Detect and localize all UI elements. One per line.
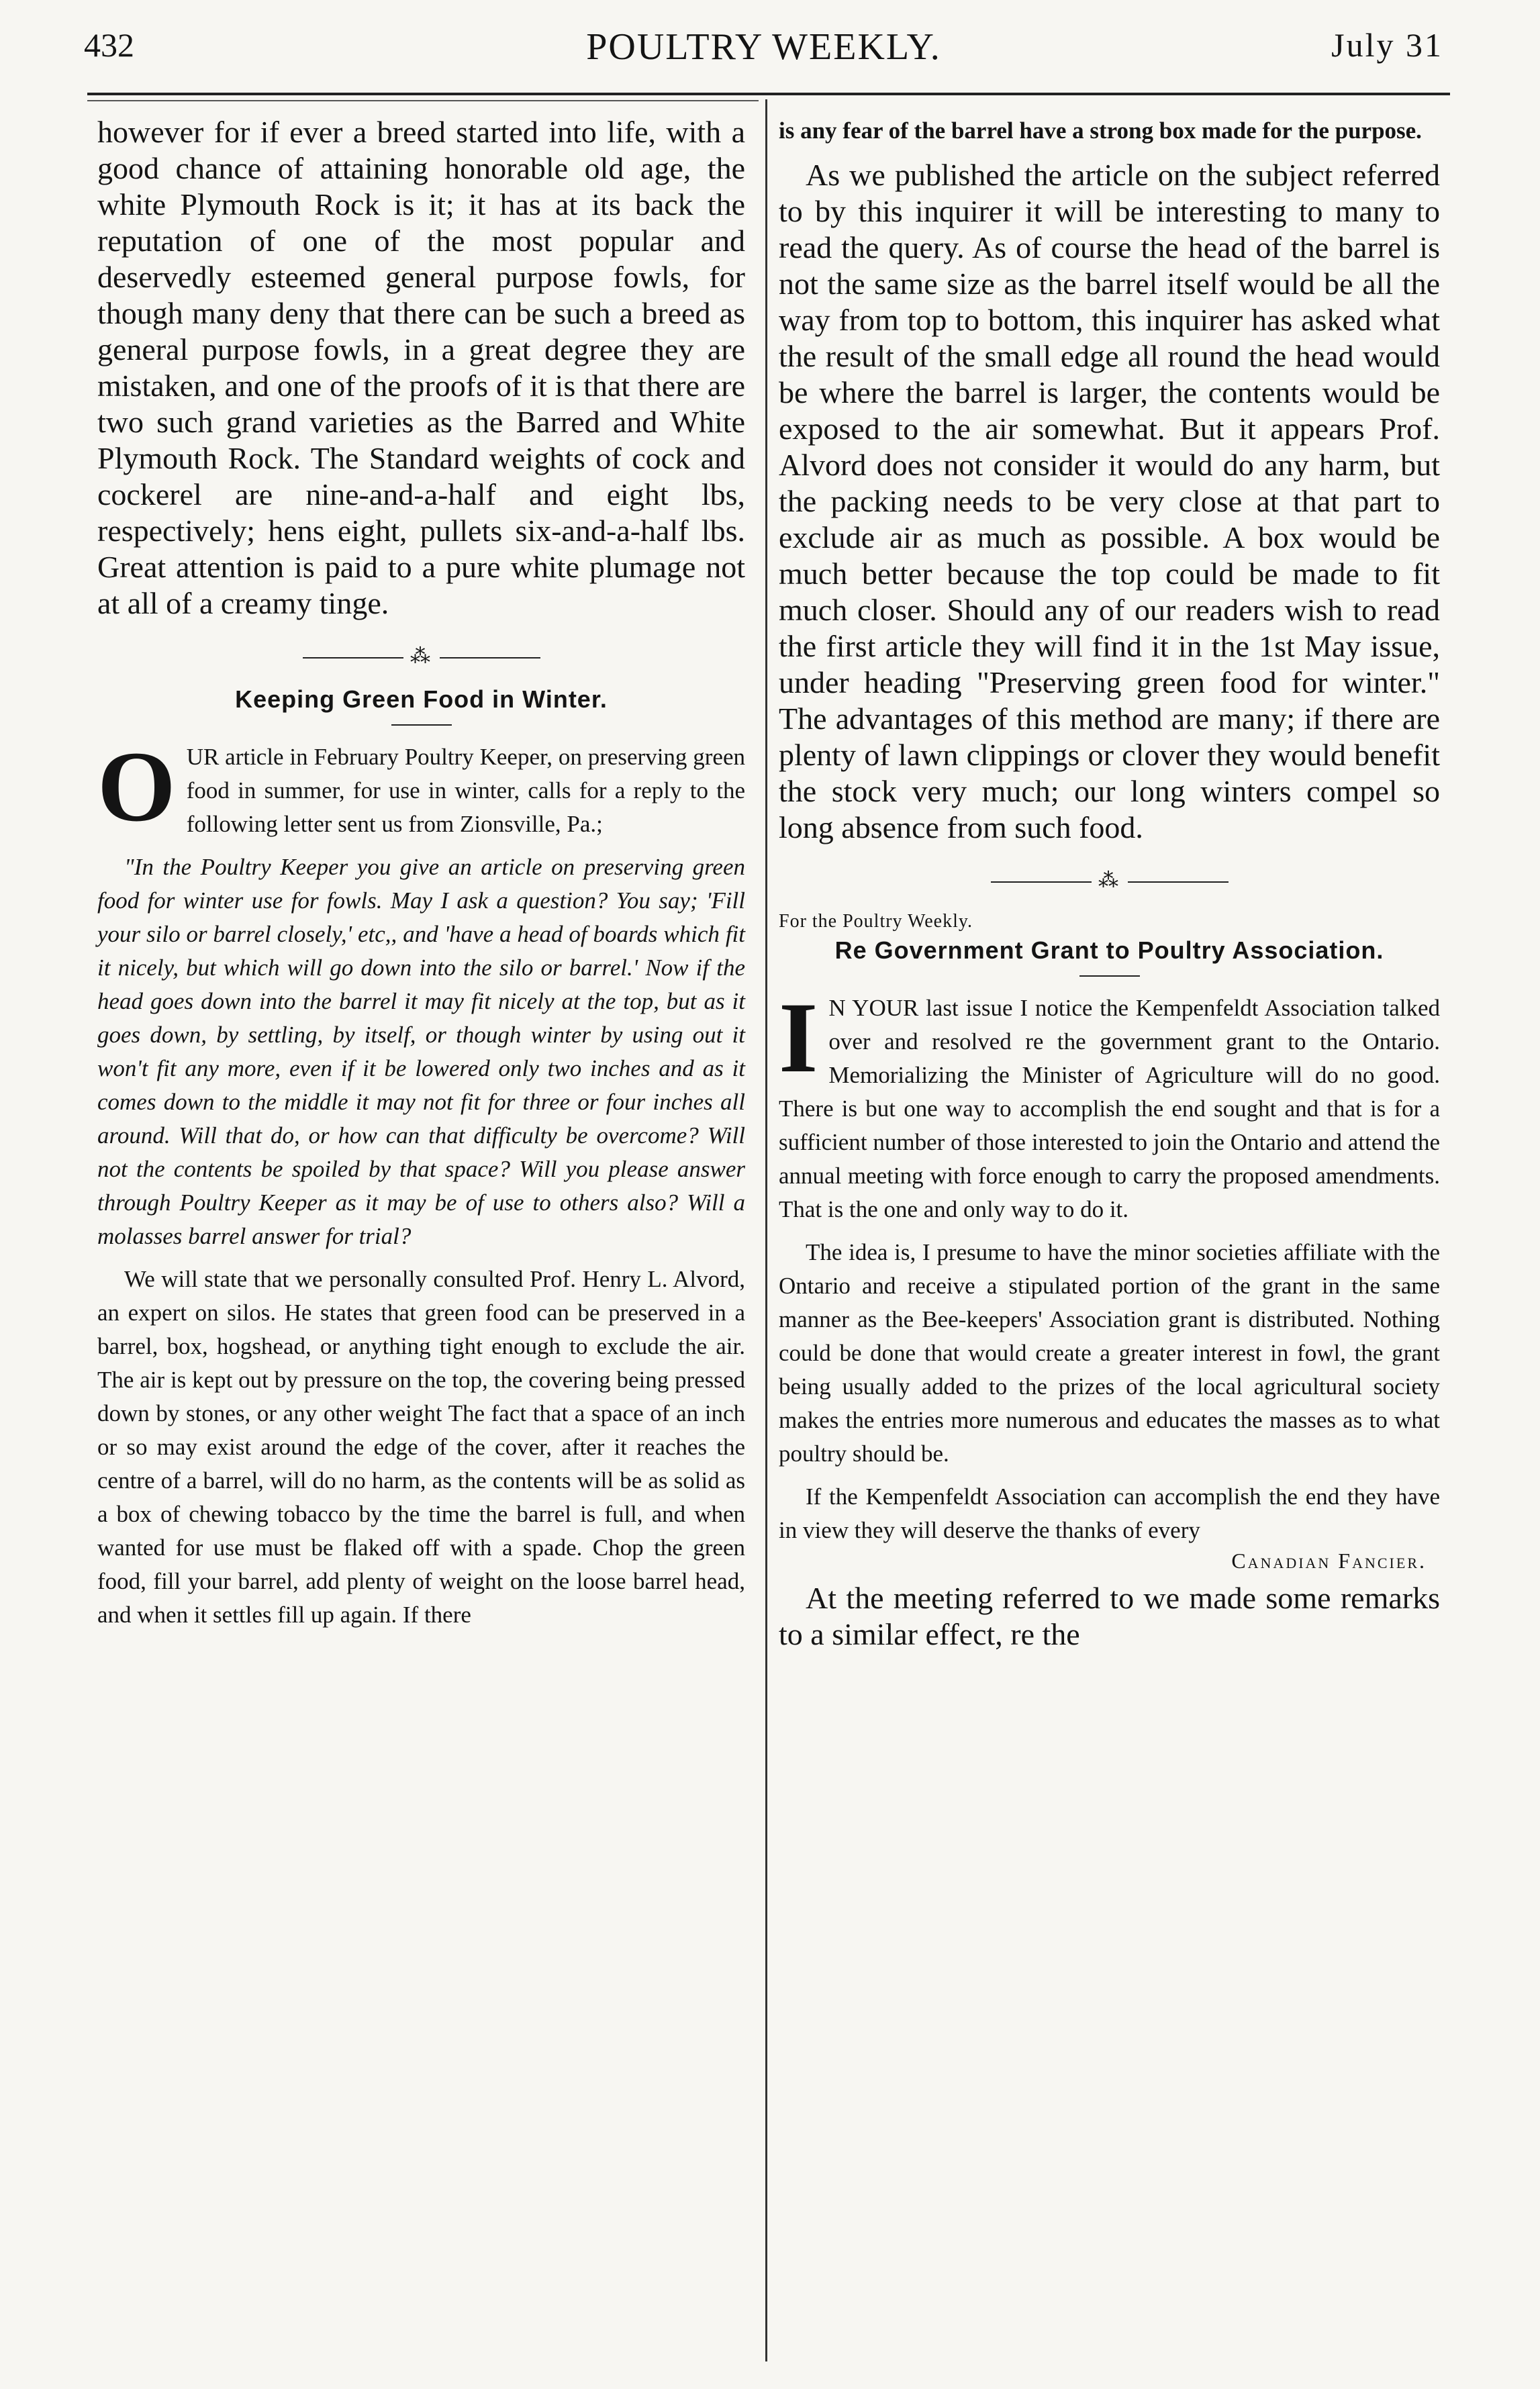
reply-continuation: is any fear of the barrel have a strong box made for the purpose. — [779, 117, 1422, 144]
column-separator — [765, 99, 767, 2361]
article-intro-text: UR article in February Poultry Keeper, on preserving green food in summer, for use in winter, calls for a reply to the following letter sent us from Zionsville, Pa.; — [186, 744, 745, 837]
issue-date: July 31 — [1331, 26, 1443, 64]
contribution-credit: For the Poultry Weekly. — [779, 911, 973, 932]
header-rule — [87, 93, 1450, 95]
article-intro — [97, 731, 745, 842]
heading-rule — [391, 724, 452, 726]
publication-title: POULTRY WEEKLY. — [586, 26, 941, 68]
closing-paragraph: At the meeting referred to we made some remarks to a similar effect, re the — [779, 1581, 1440, 1651]
drop-cap: I — [779, 982, 818, 1093]
section-ornament — [779, 869, 1440, 892]
ornament-glyph: ⁂ — [1098, 869, 1120, 891]
page-header — [84, 26, 1443, 79]
editor-reply: We will state that we personally consulted Prof. Henry L. Alvord, an expert on silos. He states that green food can be preserved in a barrel, box, hogshead, or anything tight enough to exclude the air. The air is kept out by pressure on the top, the covering being pressed down by stones, or any other weight The fact that a space of an inch or so may exist around the edge of the cover, after it reaches the centre of a barrel, will do no harm, as the contents will be as solid as a box of chewing tobacco by the time the barrel is full, and when wanted for use must be flaked off with a spade. Chop the green food, fill your barrel, add plenty of weight on the loose barrel head, and when it settles fill up again. If there — [97, 1266, 745, 1628]
ornament-line — [991, 881, 1092, 883]
left-column — [97, 114, 745, 1632]
editor-comment: As we published the article on the subject referred to by this inquirer it will be interesting to many to read the query. As of course the head of the barrel is not the same size as the barrel itself would be all the way from top to bottom, this inquirer has asked what the result of the small edge all round the head would be where the barrel is larger, the contents would be exposed to the air somewhat. But it appears Prof. Alvord does not consider it would do any harm, but the packing needs to be very close at that part to exclude air as much as possible. A box would be much better because the top could be made to fit much closer. Should any of our readers wish to read the first article they will find it in the 1st May issue, under heading "Preserving green food for winter." The advantages of this method are many; if there are plenty of lawn clippings or clover they would benefit the stock very much; our long winters compel so long absence from such food. — [779, 158, 1440, 844]
grant-paragraph-1 — [779, 982, 1440, 1226]
grant-paragraph-1-text: N YOUR last issue I notice the Kempenfeldt Association talked over and resolved re the government grant to the Ontario. Memorializing the Minister of Agriculture will do no good. There is but one way to accomplish the end sought and that is for a sufficient number of those interested to join the Ontario and attend the annual meeting with force enough to carry the proposed amendments. That is the one and only way to do it. — [779, 995, 1440, 1222]
ornament-line — [303, 657, 403, 659]
ornament-line — [440, 657, 540, 659]
section-ornament — [97, 644, 745, 668]
article-heading-government-grant: Re Government Grant to Poultry Association. — [834, 936, 1384, 964]
page-number: 432 — [84, 26, 134, 64]
drop-cap: O — [97, 731, 176, 842]
header-subrule — [87, 100, 759, 101]
heading-rule — [1079, 975, 1140, 977]
article-heading-green-food: Keeping Green Food in Winter. — [235, 685, 608, 713]
right-column — [779, 114, 1440, 1653]
grant-paragraph-3: If the Kempenfeldt Association can accomplish the end they have in view they will deserve the thanks of every — [779, 1483, 1440, 1543]
grant-paragraph-2: The idea is, I presume to have the minor societies affiliate with the Ontario and receive a stipulated portion of the grant in the same manner as the Bee-keepers' Association grant is distributed. Nothing could be done that would create a greater interest in fowl, the grant being usually added to the prizes of the local agricultural society makes the entries more numerous and educates the masses as to what poultry should be. — [779, 1239, 1440, 1467]
author-signature: Canadian Fancier. — [1231, 1549, 1427, 1573]
intro-paragraph: however for if ever a breed started into life, with a good chance of attaining honorable old age, the white Plymouth Rock is it; it has at its back the reputation of one of the most popular and deservedly esteemed general purpose fowls, for though many deny that there can be such a breed as general purpose fowls, in a great degree they are mistaken, and one of the proofs of it is that there are two such grand varieties as the Barred and White Plymouth Rock. The Standard weights of cock and cockerel are nine-and-a-half and eight lbs, respectively; hens eight, pullets six-and-a-half lbs. Great attention is paid to a pure white plumage not at all of a creamy tinge. — [97, 115, 745, 620]
reader-letter: "In the Poultry Keeper you give an article on preserving green food for winter use for fowls. May I ask a question? You say; 'Fill your silo or barrel closely,' etc,, and 'have a head of boards which fit it nicely, but which will go down into the silo or barrel.' Now if the head goes down into the barrel it may fit nicely at the top, but as it goes down, by settling, by itself, or though winter by using out it won't fit any more, even if it be lowered only two inches and as it comes down to the middle it may not fit for three or four inches all around. Will that do, or how can that difficulty be overcome? Will not the contents be spoiled by that space? Will you please answer through Poultry Keeper as it may be of use to others also? Will a molasses barrel answer for trial? — [97, 854, 745, 1249]
ornament-glyph: ⁂ — [410, 645, 432, 667]
ornament-line — [1128, 881, 1229, 883]
